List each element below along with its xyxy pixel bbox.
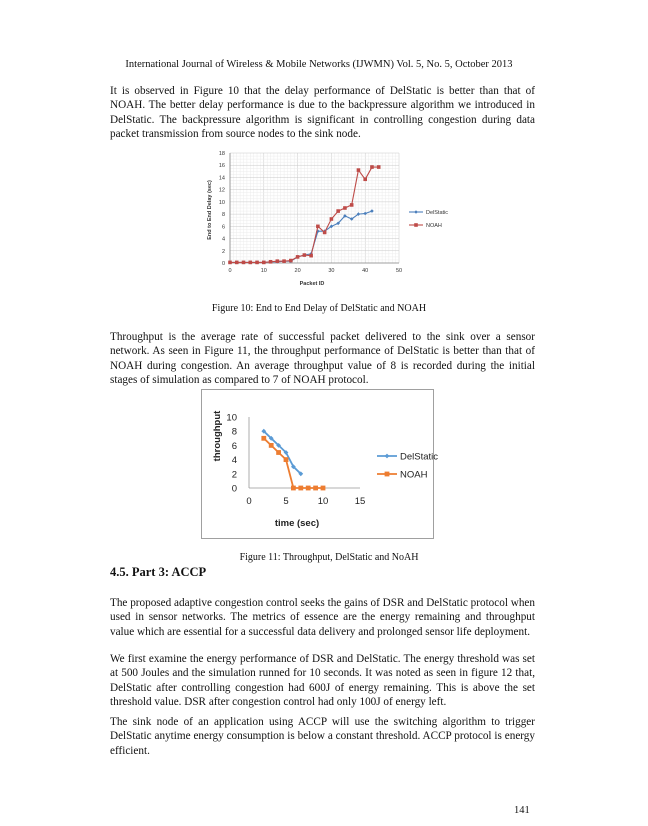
chart1-x-tick-label: 50 — [395, 268, 403, 274]
chart1-x-tick-label: 10 — [260, 268, 267, 274]
chart2-point-noah — [306, 486, 311, 491]
chart1-legend-marker — [414, 223, 418, 227]
chart2-point-noah — [269, 443, 274, 448]
chart1-point-noah — [323, 231, 327, 235]
chart1-point-noah — [370, 165, 374, 169]
chart1-y-tick-label: 6 — [221, 224, 225, 231]
chart1-x-tick-label: 40 — [362, 268, 369, 274]
chart2-x-tick-label: 15 — [354, 496, 366, 507]
chart1-point-noah — [269, 260, 273, 264]
chart1-ylabel: End to End Delay (sec) — [207, 180, 213, 240]
chart1-y-tick-label: 8 — [221, 212, 225, 219]
chart1-legend-label: DelStatic — [426, 210, 449, 216]
chart1-point-noah — [248, 261, 252, 265]
chart1-point-noah — [276, 259, 280, 263]
chart2-legend-label: NOAH — [400, 469, 428, 481]
chart1-x-tick-label: 20 — [294, 268, 301, 274]
chart1-point-noah — [242, 261, 246, 265]
chart2-point-noah — [298, 486, 303, 491]
chart2-point-noah — [276, 450, 281, 455]
chart1-y-tick-label: 10 — [218, 199, 225, 206]
chart-throughput — [201, 389, 439, 539]
chart1-point-noah — [235, 261, 239, 265]
chart2-x-tick-label: 5 — [283, 496, 289, 507]
chart1-point-noah — [309, 254, 313, 258]
section-heading: 4.5. Part 3: ACCP — [110, 565, 207, 579]
chart1-y-tick-label: 16 — [218, 163, 225, 170]
figure-11-caption: Figure 11: Throughput, DelStatic and NoAH — [239, 552, 419, 563]
chart2-point-noah — [313, 486, 318, 491]
chart2-point-noah — [321, 486, 326, 491]
chart1-point-noah — [350, 203, 354, 207]
chart2-x-tick-label: 10 — [317, 496, 329, 507]
chart1-point-delstatic — [370, 209, 374, 213]
chart2-legend-label: DelStatic — [400, 451, 439, 463]
chart1-point-noah — [330, 217, 334, 221]
chart-end-to-end-delay — [203, 148, 463, 290]
chart1-x-tick-label: 0 — [228, 268, 232, 274]
chart1-y-tick-label: 18 — [218, 151, 225, 157]
paragraph-sink-node: The sink node of an application using ACCP will use the switching algorithm to trigger DelStatic anytime energy consumption is below a constant threshold. ACCP protocol is energy efficient. — [110, 716, 535, 757]
paragraph-delay: It is observed in Figure 10 that the delay performance of DelStatic is better than that of NOAH. The better delay performance is due to the backpressure algorithm we introduced in DelStatic. The backpressure algorithm is significant in controlling congestion during data packet transmission from source nodes to the sink node. — [110, 85, 535, 141]
chart2-y-tick-label: 6 — [231, 440, 237, 452]
chart2-point-noah — [284, 457, 289, 462]
chart1-y-tick-label: 4 — [221, 236, 225, 243]
chart2-y-tick-label: 2 — [231, 469, 237, 481]
journal-header: International Journal of Wireless & Mobile Networks (IJWMN) Vol. 5, No. 5, October 2013 — [125, 59, 513, 70]
chart1-point-noah — [296, 255, 300, 259]
chart1-x-tick-label: 30 — [328, 268, 335, 274]
chart2-y-tick-label: 4 — [231, 455, 237, 467]
chart1-xlabel: Packet ID — [299, 281, 325, 287]
paragraph-energy: We first examine the energy performance of DSR and DelStatic. The energy threshold was set at 500 Joules and the simulation runned for 10 seconds. It was noted as seen in figure 12 that, DelStatic after controlling congestion had 600J of energy remaining. This is above the set threshold value. DSR after congestion control had only 100J of energy left. — [110, 653, 535, 709]
chart1-point-noah — [357, 168, 361, 172]
chart1-y-tick-label: 0 — [221, 261, 225, 267]
chart1-y-tick-label: 2 — [221, 248, 225, 255]
chart1-point-noah — [282, 259, 286, 263]
paragraph-throughput: Throughput is the average rate of successful packet delivered to the sink over a sensor network. As seen in Figure 11, the throughput performance of DelStatic is better than that of NOAH during congestion. An average throughput value of 8 is recorded during the initial stages of simulation as compared to 7 of NOAH protocol. — [110, 331, 535, 387]
chart1-point-noah — [336, 209, 340, 213]
chart1-point-noah — [363, 177, 367, 181]
chart2-xlabel: time (sec) — [274, 518, 320, 529]
page-number: 141 — [514, 805, 530, 816]
figure-10-caption: Figure 10: End to End Delay of DelStatic and NOAH — [211, 303, 427, 314]
chart1-legend-label: NOAH — [426, 223, 442, 229]
chart1-point-noah — [343, 206, 347, 210]
chart1-point-noah — [262, 261, 266, 265]
chart1-point-noah — [377, 165, 381, 169]
chart2-point-noah — [291, 486, 296, 491]
chart2-x-tick-label: 0 — [246, 496, 252, 507]
chart2-legend-marker — [385, 472, 390, 477]
chart1-legend-marker — [414, 210, 418, 214]
chart1-point-noah — [228, 261, 232, 265]
chart1-point-noah — [289, 259, 293, 263]
chart1-point-delstatic — [363, 212, 367, 216]
paragraph-accp: The proposed adaptive congestion control seeks the gains of DSR and DelStatic protocol when used in sensor networks. The metrics of essence are the energy remaining and throughput value which are essential for a successful data delivery and prolonged sensor life deployment. — [110, 597, 535, 638]
chart2-point-noah — [261, 436, 266, 441]
chart1-y-tick-label: 12 — [218, 187, 225, 194]
chart1-y-tick-label: 14 — [218, 175, 225, 182]
chart2-y-tick-label: 0 — [231, 483, 237, 495]
chart1-point-noah — [255, 261, 259, 265]
chart1-point-noah — [316, 225, 320, 229]
chart2-y-tick-label: 8 — [231, 426, 237, 438]
chart2-y-tick-label: 10 — [226, 412, 237, 424]
chart1-point-noah — [303, 253, 307, 257]
chart2-ylabel: throughput — [212, 410, 223, 462]
